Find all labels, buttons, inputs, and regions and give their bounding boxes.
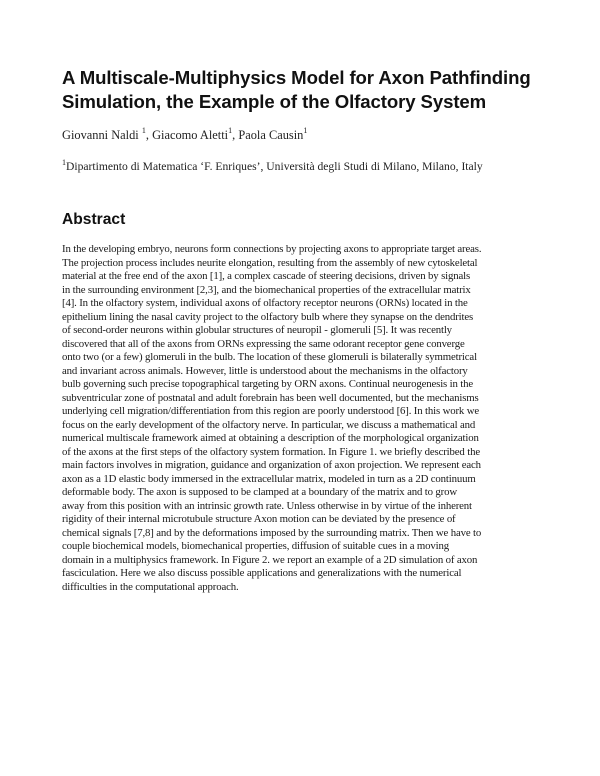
abstract-heading: Abstract	[62, 211, 126, 228]
abstract-line: The projection process includes neurite elongation, resulting from the assembly of new cytoskeletal	[62, 256, 478, 269]
abstract-line: difficulties in the computational approach.	[62, 580, 239, 593]
author-name: Paola Causin	[238, 128, 304, 143]
abstract-line: underlying cell migration/differentiation from this region are poorly understood [6]. In this work we	[62, 405, 480, 417]
affiliation	[62, 155, 562, 174]
abstract-line: chemical signals [7,8] and by the deformations imposed by the surrounding matrix. Then we have to	[62, 526, 482, 539]
abstract-line: rigidity of their internal microtubule structure Axon motion can be deviated by the presence of	[62, 513, 456, 525]
abstract-line: in the surrounding environment [2,3], and the biomechanical properties of the extracellular matrix	[62, 283, 471, 296]
abstract-body	[62, 243, 544, 594]
author-affiliation-mark: 1	[141, 126, 146, 135]
abstract-line: material at the free end of the axon [1], a complex cascade of steering decisions, driven by signals	[62, 270, 471, 282]
author-affiliation-mark: 1	[228, 126, 233, 135]
author-separator: ,	[232, 128, 239, 143]
author-name: Giacomo Aletti	[152, 128, 229, 143]
author-separator: ,	[145, 128, 153, 143]
abstract-line: main factors involves in migration, guidance and organization of axon projection. We represent each	[62, 459, 481, 471]
abstract-line: subventricular zone of postnatal and adult forebrain has been well documented, but the mechanisms	[62, 391, 479, 404]
abstract-line: away from this position with an intrinsic growth rate. Unless otherwise in by virtue of the inherent	[62, 499, 472, 512]
abstract-line: axon as a 1D elastic body immersed in the extracellular matrix, modeled in turn as a 2D continuum	[62, 472, 476, 485]
abstract-line: epithelium lining the nasal cavity project to the olfactory bulb where they synapse on the dendrites	[62, 310, 474, 323]
abstract-line: deformable body. The axon is supposed to be clamped at a boundary of the matrix and to grow	[62, 486, 458, 498]
affiliation-text: Dipartimento di Matematica ‘F. Enriques’, Università degli Studi di Milano, Milano, Italy	[66, 159, 483, 173]
abstract-line: of the axons at the first steps of the olfactory system formation. In Figure 1. we briefly described the	[62, 445, 480, 458]
title-line: A Multiscale-Multiphysics Model for Axon Pathfinding	[62, 67, 531, 88]
abstract-line: In the developing embryo, neurons form connections by projecting axons to appropriate target areas.	[62, 243, 482, 255]
abstract-line: onto two (or a few) glomeruli in the bulb. The location of these glomeruli is bilaterally symmetrical	[62, 351, 477, 363]
abstract-line: bulb governing such precise topographical targeting by ORN axons. Continual neurogenesis in the	[62, 378, 474, 390]
author-affiliation-mark: 1	[303, 126, 308, 135]
abstract-line: fasciculation. Here we also discuss possible applications and generalizations with the numerical	[62, 567, 462, 579]
abstract-line: and invariant across animals. However, little is understood about the mechanisms in the olfactory	[62, 364, 468, 377]
author-name: Giovanni Naldi	[62, 128, 139, 143]
abstract-line: discovered that all of the axons from ORNs expressing the same odorant receptor gene converge	[62, 337, 465, 350]
paper-title	[62, 66, 562, 114]
title-line: Simulation, the Example of the Olfactory System	[62, 91, 487, 112]
abstract-line: focus on the early development of the olfactory nerve. In particular, we discuss a mathematical and	[62, 418, 476, 431]
affiliation-mark: 1	[62, 158, 66, 167]
author-list	[62, 124, 562, 143]
abstract-line: domain in a multiphysics framework. In Figure 2. we report an example of a 2D simulation of axon	[62, 553, 478, 566]
abstract-line: of second-order neurons within globular structures of neuropil - glomeruli [5]. It was recently	[62, 324, 452, 336]
abstract-line: [4]. In the olfactory system, individual axons of olfactory receptor neurons (ORNs) located in the	[62, 297, 468, 309]
abstract-line: couple biochemical models, biomechanical properties, diffusion of suitable cues in a moving	[62, 540, 450, 552]
abstract-line: numerical multiscale framework aimed at obtaining a description of the morphological organization	[62, 432, 479, 444]
